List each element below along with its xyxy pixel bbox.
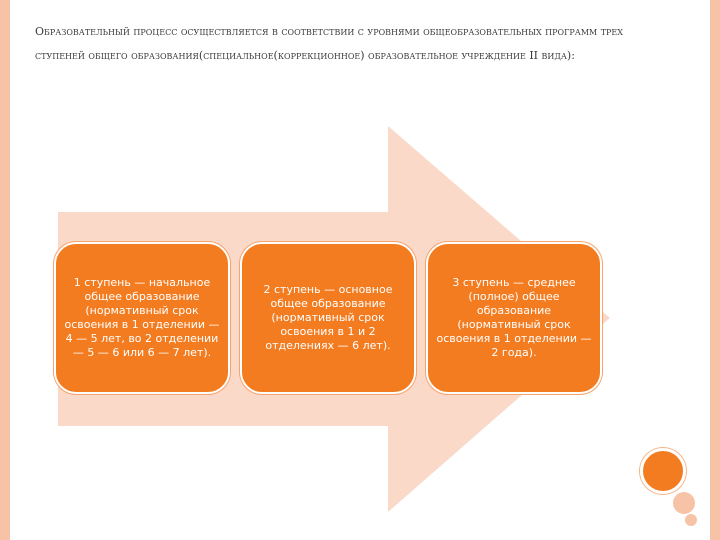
stage-2-box — [240, 242, 416, 394]
slide-title: Образовательный процесс осуществляется в соответствии с уровнями общеобразовательных программ трех ступеней общего образования(специальное(коррекционное) образовательное учреждение II вида): — [35, 25, 623, 62]
stage-1-text: 1 ступень — начальное общее образование (нормативный срок освоения в 1 отделении — 4 — 5 лет, во 2 отделении — 5 — 6 или 6 — 7 лет). — [64, 276, 220, 359]
stage-3-box — [426, 242, 602, 394]
decor-circle-large — [640, 448, 686, 494]
decor-circle-medium — [673, 492, 695, 514]
stage-2-text: 2 ступень — основное общее образование (нормативный срок освоения в 1 и 2 отделениях — 6 лет). — [263, 283, 393, 352]
stage-1-box — [54, 242, 230, 394]
decor-circle-small — [685, 514, 697, 526]
stage-3-text: 3 ступень — среднее (полное) общее образование (нормативный срок освоения в 1 отделении — 2 года). — [436, 276, 592, 359]
